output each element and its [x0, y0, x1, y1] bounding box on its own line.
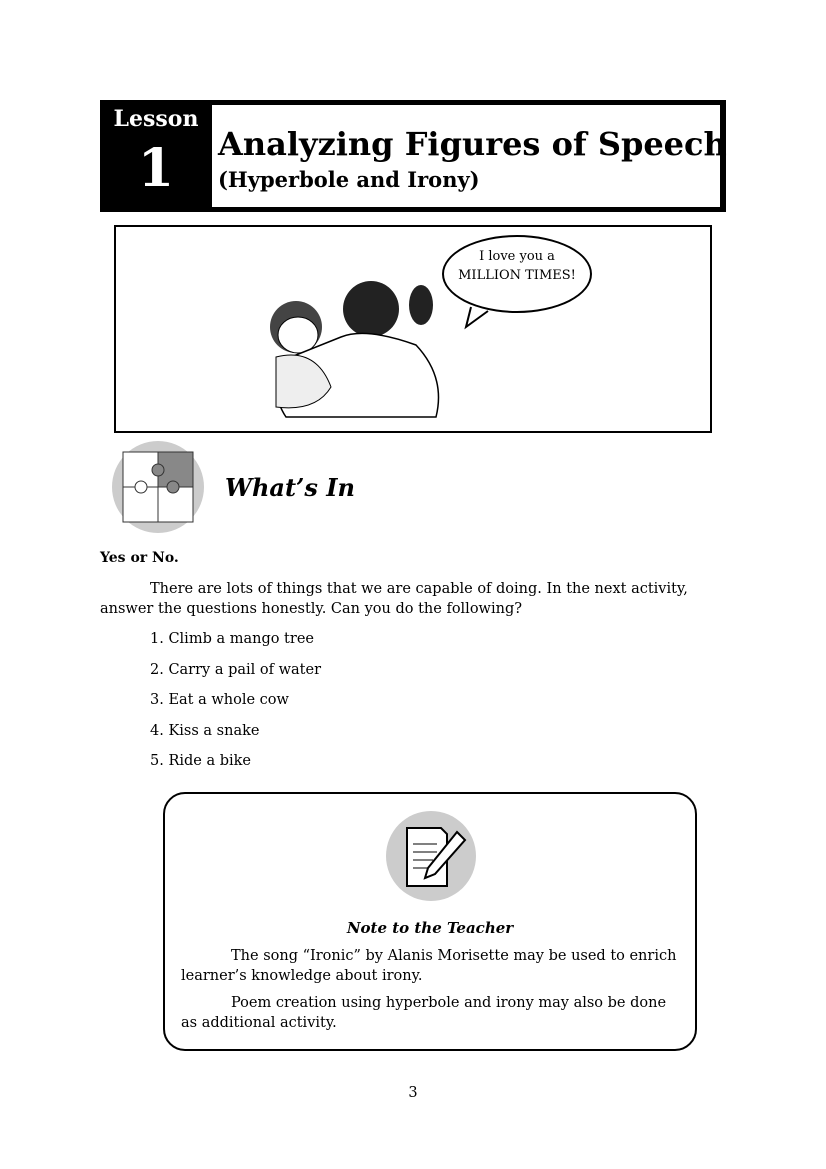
mother-child-illustration: [114, 225, 712, 433]
note-text: Poem creation using hyperbole and irony may also be done: [231, 995, 667, 1011]
lesson-title: Analyzing Figures of Speech: [218, 125, 727, 163]
teacher-note-box: [163, 792, 697, 1051]
speech-line-1: I love you a: [479, 249, 555, 264]
note-text: The song “Ironic” by Alanis Morisette may be used to enrich: [231, 948, 677, 964]
activity-title: Yes or No.: [100, 550, 179, 566]
lesson-subtitle: (Hyperbole and Irony): [218, 167, 480, 192]
lesson-banner: [100, 100, 726, 212]
activity-intro-2: answer the questions honestly. Can you do the following?: [100, 601, 522, 617]
section-title: What’s In: [225, 473, 355, 502]
note-title: Note to the Teacher: [346, 919, 514, 937]
note-pencil-icon: [385, 810, 477, 902]
list-item: 1. Climb a mango tree: [150, 631, 314, 647]
lesson-label: Lesson: [113, 106, 199, 132]
speech-bubble: [442, 235, 592, 313]
activity-intro-1: There are lots of things that we are capable of doing. In the next activity,: [150, 581, 688, 597]
list-item: 5. Ride a bike: [150, 753, 252, 769]
puzzle-icon: [111, 440, 205, 534]
note-text: as additional activity.: [181, 1015, 337, 1031]
mother-child-drawing-icon: [116, 227, 710, 431]
page-number: 3: [408, 1085, 418, 1101]
lesson-number: 1: [137, 138, 175, 199]
list-item: 2. Carry a pail of water: [150, 662, 322, 678]
note-text: learner’s knowledge about irony.: [181, 968, 423, 984]
list-item: 4. Kiss a snake: [150, 723, 260, 739]
speech-line-2: MILLION TIMES!: [458, 268, 576, 283]
list-item: 3. Eat a whole cow: [150, 692, 289, 708]
